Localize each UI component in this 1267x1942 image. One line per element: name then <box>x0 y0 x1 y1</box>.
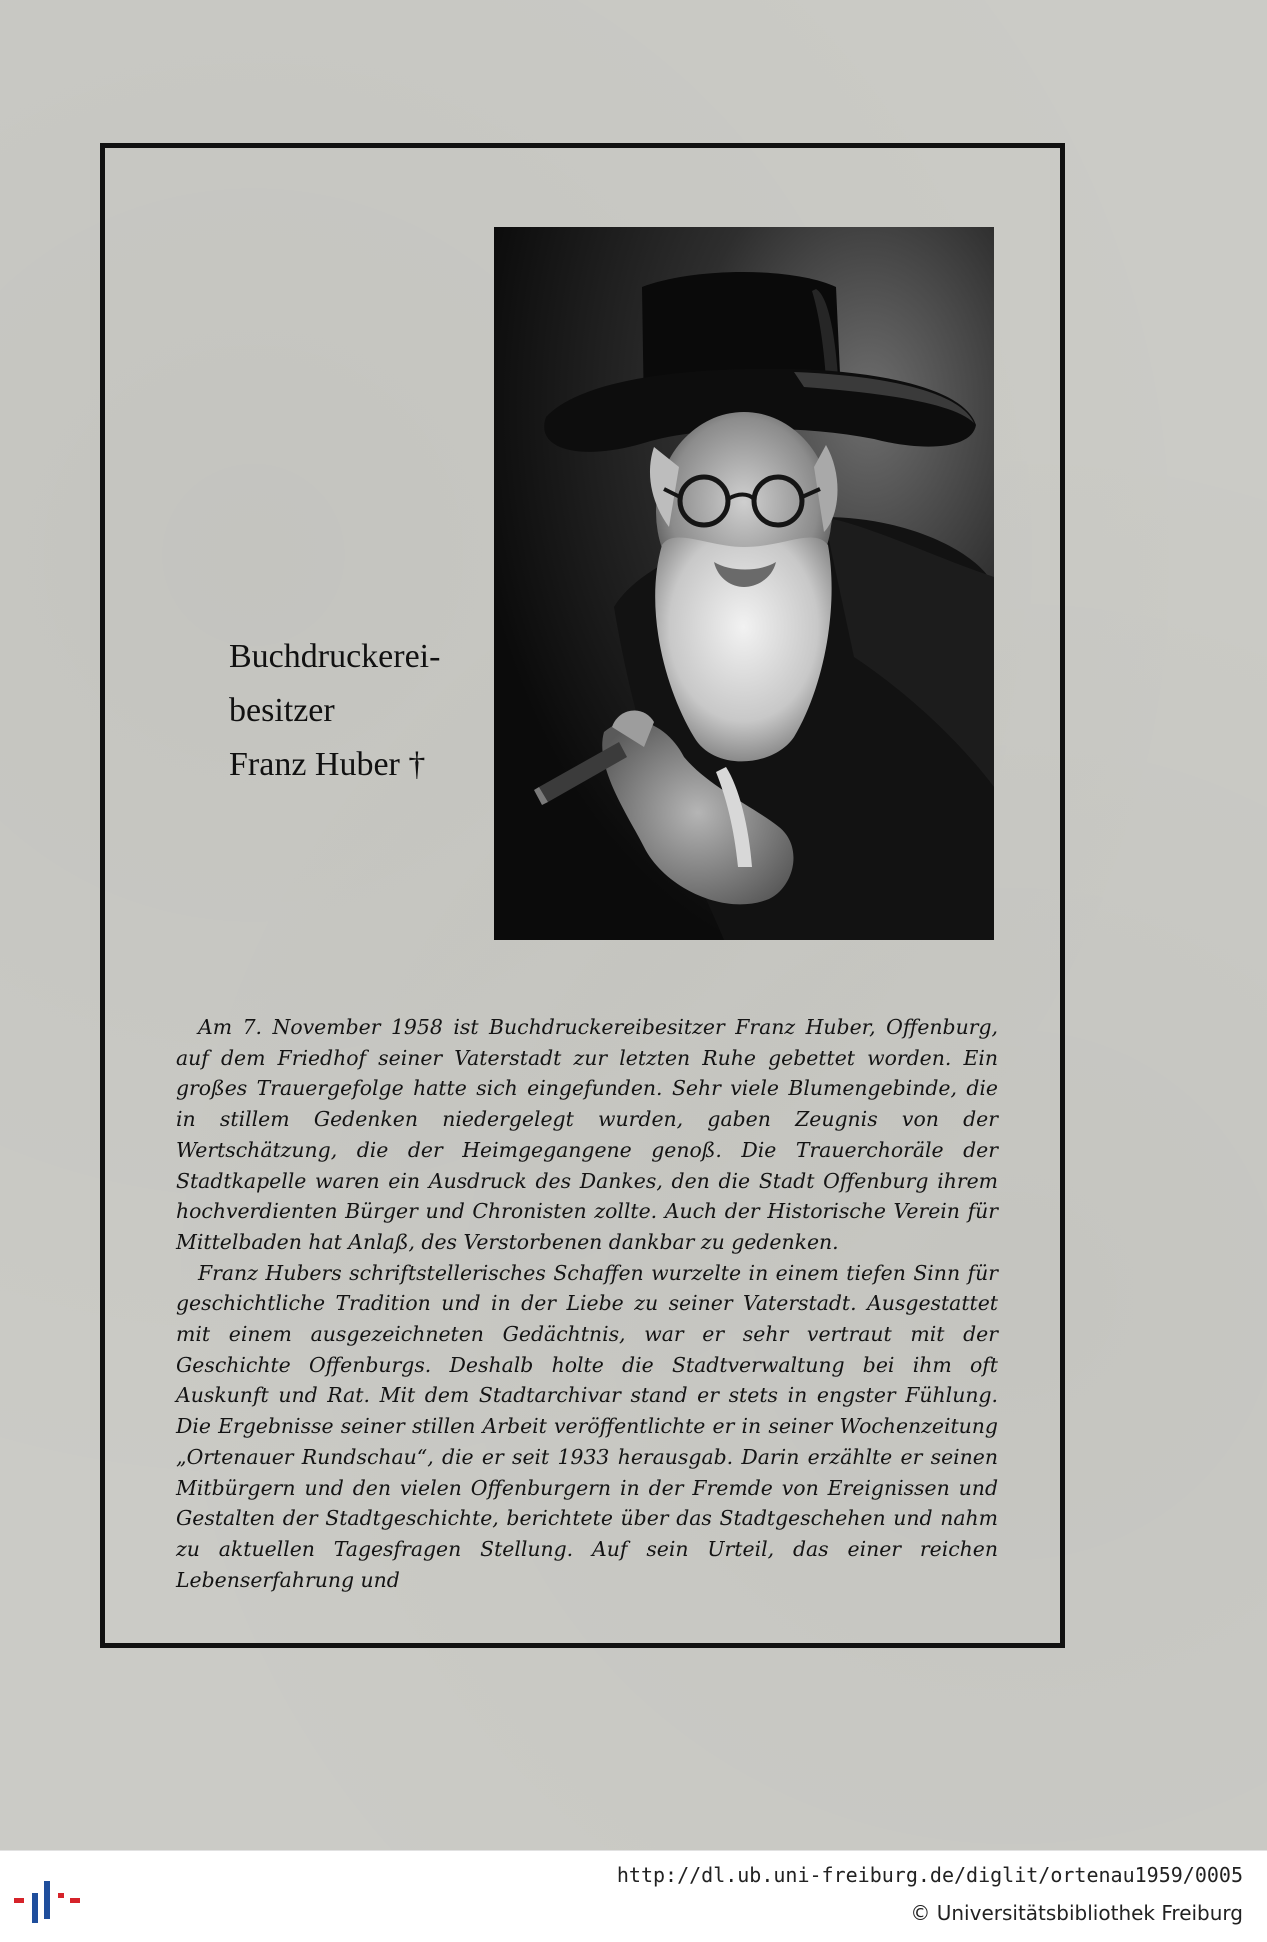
library-footer <box>0 1850 1267 1942</box>
source-url-link[interactable]: http://dl.ub.uni-freiburg.de/diglit/ortenau1959/0005 <box>616 1863 1243 1887</box>
portrait-photo <box>494 227 994 940</box>
paragraph: Franz Hubers schriftstellerisches Schaffen wurzelte in einem tiefen Sinn für geschichtliche Tradition und in der Liebe zu seiner Vaterstadt. Ausgestattet mit einem ausgezeichneten Gedächtnis, war er sehr vertraut mit der Geschichte Offenburgs. Deshalb holte die Stadtverwaltung bei ihm oft Auskunft und Rat. Mit dem Stadtarchivar stand er stets in engster Fühlung. Die Ergebnisse seiner stillen Arbeit veröffentlichte er in seiner Wochenzeitung „Ortenauer Rundschau“, die er seit 1933 herausgab. Darin erzählte er seinen Mitbürgern und den vielen Offenburgern in der Fremde von Ereignissen und Gestalten der Stadtgeschichte, berichtete über das Stadtgeschehen und nahm zu aktuellen Tagesfragen Stellung. Auf sein Urteil, das einer reichen Lebenserfahrung und <box>176 1260 998 1592</box>
portrait-caption <box>229 630 479 792</box>
paragraph: Am 7. November 1958 ist Buchdruckereibesitzer Franz Huber, Offenburg, auf dem Friedhof seiner Vaterstadt zur letzten Ruhe gebettet worden. Ein großes Trauergefolge hatte sich eingefunden. Sehr viele Blumengebinde, die in stillem Gedenken niedergelegt wurden, gaben Zeugnis von der Wertschätzung, die der Heimgegangene genoß. Die Trauerchoräle der Stadtkapelle waren ein Ausdruck des Dankes, den die Stadt Offenburg ihrem hochverdienten Bürger und Chronisten zollte. Auch der Historische Verein für Mittelbaden hat Anlaß, des Verstorbenen dankbar zu gedenken. <box>176 1015 998 1254</box>
obituary-text <box>176 1012 998 1595</box>
caption-line: Franz Huber † <box>229 746 426 783</box>
caption-line: Buchdruckerei- <box>229 638 441 675</box>
copyright-text: © Universitätsbibliothek Freiburg <box>910 1901 1243 1925</box>
portrait-illustration <box>494 227 994 940</box>
ub-freiburg-logo-icon <box>14 1863 84 1929</box>
caption-line: besitzer <box>229 692 335 729</box>
